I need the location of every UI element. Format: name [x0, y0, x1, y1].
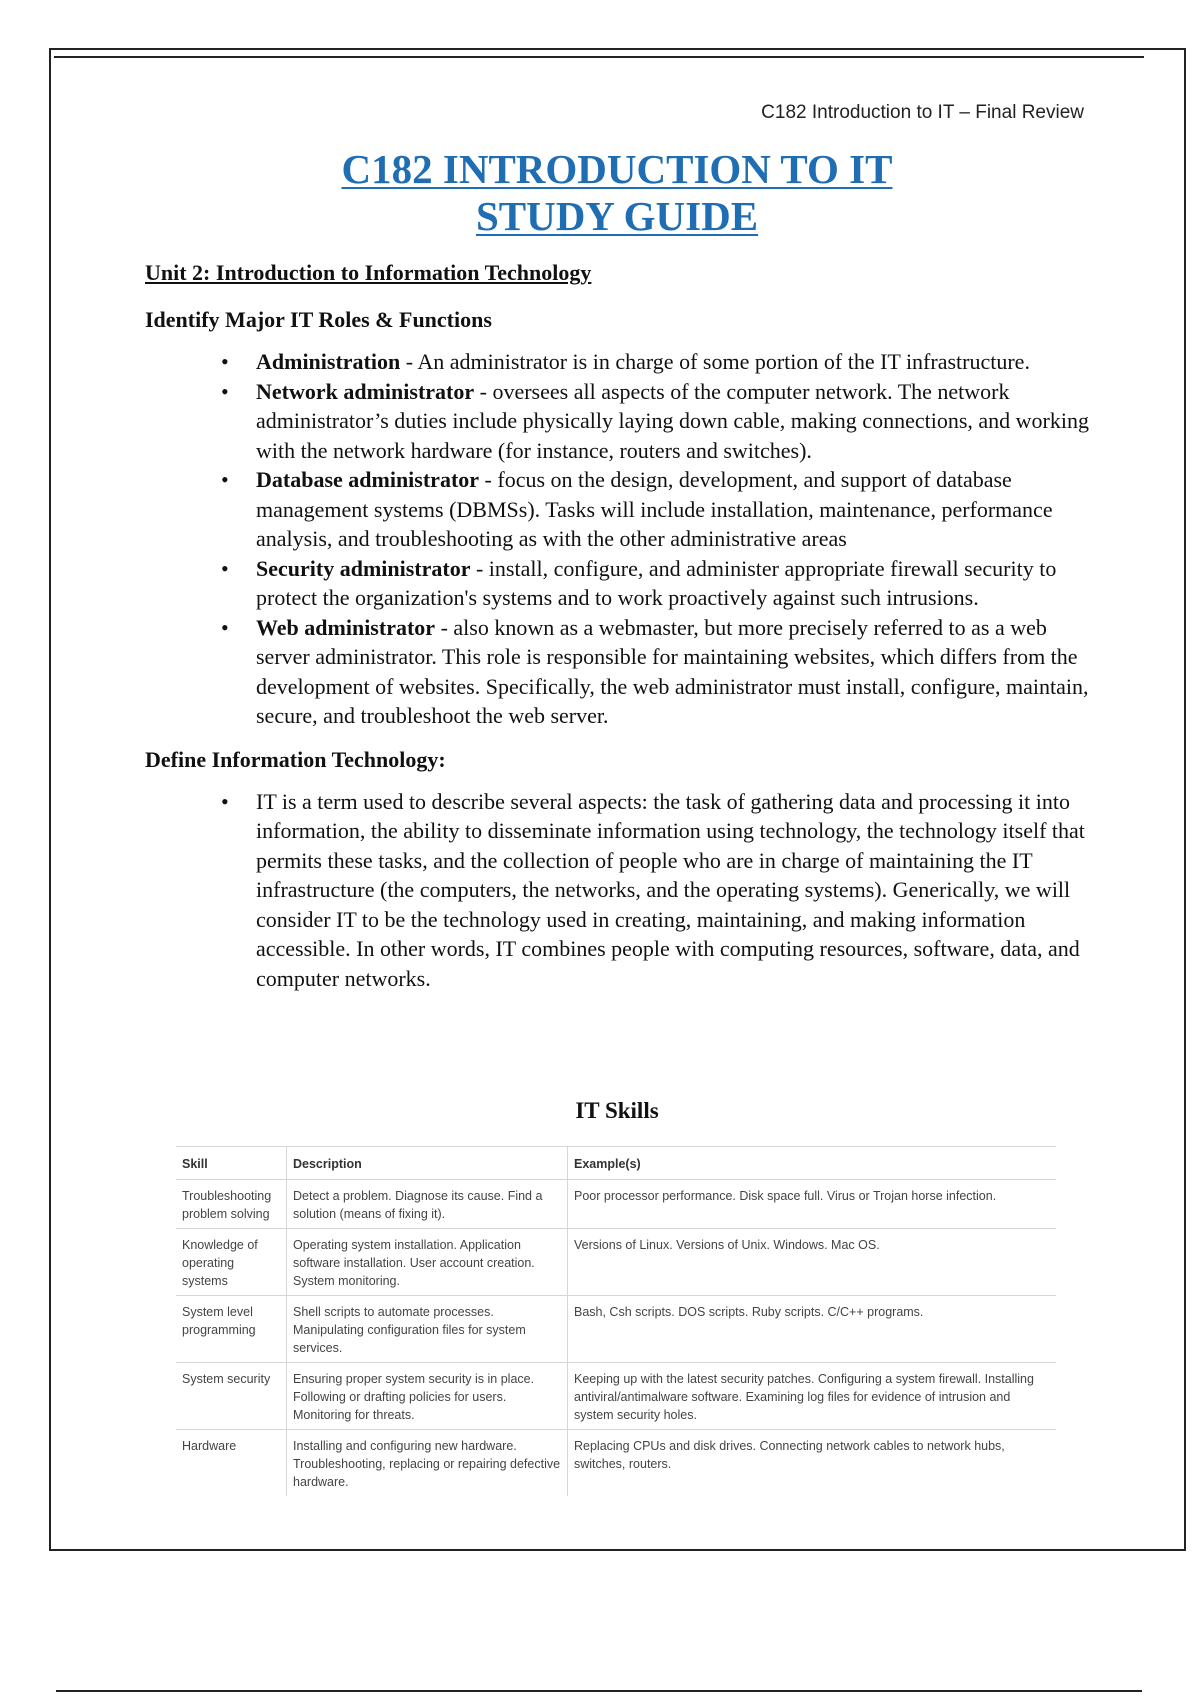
title-line-2: STUDY GUIDE: [475, 193, 759, 239]
cell-description: Operating system installation. Application software installation. User account creation. System monitoring.: [287, 1229, 568, 1296]
cell-examples: Replacing CPUs and disk drives. Connecting network cables to network hubs, switches, routers.: [568, 1430, 1057, 1497]
cell-skill: System level programming: [176, 1296, 287, 1363]
role-term: Network administrator: [256, 378, 475, 404]
list-item: [256, 377, 1095, 466]
cell-examples: Versions of Linux. Versions of Unix. Windows. Mac OS.: [568, 1229, 1057, 1296]
title-line-1: C182 INTRODUCTION TO IT: [341, 146, 893, 192]
define-list: [145, 787, 1095, 994]
role-description: - focus on the design, development, and support of database management systems (DBMSs). Tasks will include installation, maintenance, performance analysis, and troubleshooting as with the other administrative areas: [256, 467, 1053, 551]
header-examples: Example(s): [568, 1147, 1057, 1180]
cell-description: Shell scripts to automate processes. Manipulating configuration files for system services.: [287, 1296, 568, 1363]
cell-skill: Knowledge of operating systems: [176, 1229, 287, 1296]
list-item: [256, 347, 1095, 377]
role-description: - install, configure, and administer appropriate firewall security to protect the organization's systems and to work proactively against such intrusions.: [256, 555, 1057, 610]
cell-examples: Keeping up with the latest security patches. Configuring a system firewall. Installing antiviral/antimalware software. Examining log files for evidence of intrusion and system security holes.: [568, 1363, 1057, 1430]
role-term: Administration: [256, 349, 401, 374]
role-description: - also known as a webmaster, but more precisely referred to as a web server administrator. This role is responsible for maintaining websites, which differs from the development of websites. Specifically, the web administrator must install, configure, maintain, secure, and troubleshoot the web server.: [256, 614, 1089, 728]
unit-heading: Unit 2: Introduction to Information Technology: [145, 260, 592, 285]
header-skill: Skill: [176, 1147, 287, 1180]
list-item: [256, 613, 1095, 731]
page-title: [0, 146, 1200, 240]
role-description: - An administrator is in charge of some portion of the IT infrastructure.: [400, 349, 1030, 374]
cell-skill: Troubleshooting problem solving: [176, 1180, 287, 1229]
define-heading: Define Information Technology:: [145, 746, 446, 772]
role-description: - oversees all aspects of the computer network. The network administrator’s duties include physically laying down cable, making connections, and working with the network hardware (for instance, routers and switches).: [256, 378, 1089, 463]
cell-skill: Hardware: [176, 1430, 287, 1497]
bottom-rule: [56, 1690, 1142, 1692]
header-description: Description: [287, 1147, 568, 1180]
table-header-row: [176, 1147, 1056, 1180]
table-row: [176, 1363, 1056, 1430]
roles-list: [145, 347, 1095, 731]
cell-description: Detect a problem. Diagnose its cause. Find a solution (means of fixing it).: [287, 1180, 568, 1229]
role-term: Security administrator: [256, 555, 471, 581]
skills-table: [176, 1146, 1056, 1496]
role-term: Database administrator: [256, 467, 480, 492]
cell-examples: Bash, Csh scripts. DOS scripts. Ruby scripts. C/C++ programs.: [568, 1296, 1057, 1363]
roles-heading: Identify Major IT Roles & Functions: [145, 307, 492, 332]
list-item: • IT is a term used to describe several aspects: the task of gathering data and processing it into information, the ability to disseminate information using technology, the technology itself that permits these tasks, and the collection of people who are in charge of maintaining the IT infrastructure (the computers, the networks, and the operating systems). Generically, we will consider IT to be the technology used in creating, maintaining, and making information accessible. In other words, IT combines people with computing resources, software, data, and computer networks.: [256, 787, 1095, 994]
table-row: [176, 1430, 1056, 1497]
cell-examples: Poor processor performance. Disk space full. Virus or Trojan horse infection.: [568, 1180, 1057, 1229]
cell-description: Ensuring proper system security is in place. Following or drafting policies for users. Monitoring for threats.: [287, 1363, 568, 1430]
running-header: C182 Introduction to IT – Final Review: [761, 102, 1084, 123]
table-title: IT Skills: [575, 1098, 659, 1123]
cell-skill: System security: [176, 1363, 287, 1430]
role-term: Web administrator: [256, 614, 436, 640]
table-row: [176, 1296, 1056, 1363]
table-row: [176, 1229, 1056, 1296]
cell-description: Installing and configuring new hardware. Troubleshooting, replacing or repairing defective hardware.: [287, 1430, 568, 1497]
list-item: [256, 554, 1095, 613]
table-row: [176, 1180, 1056, 1229]
list-item: [256, 465, 1095, 554]
document-body: [145, 258, 1095, 1007]
top-rule: [54, 56, 1144, 58]
